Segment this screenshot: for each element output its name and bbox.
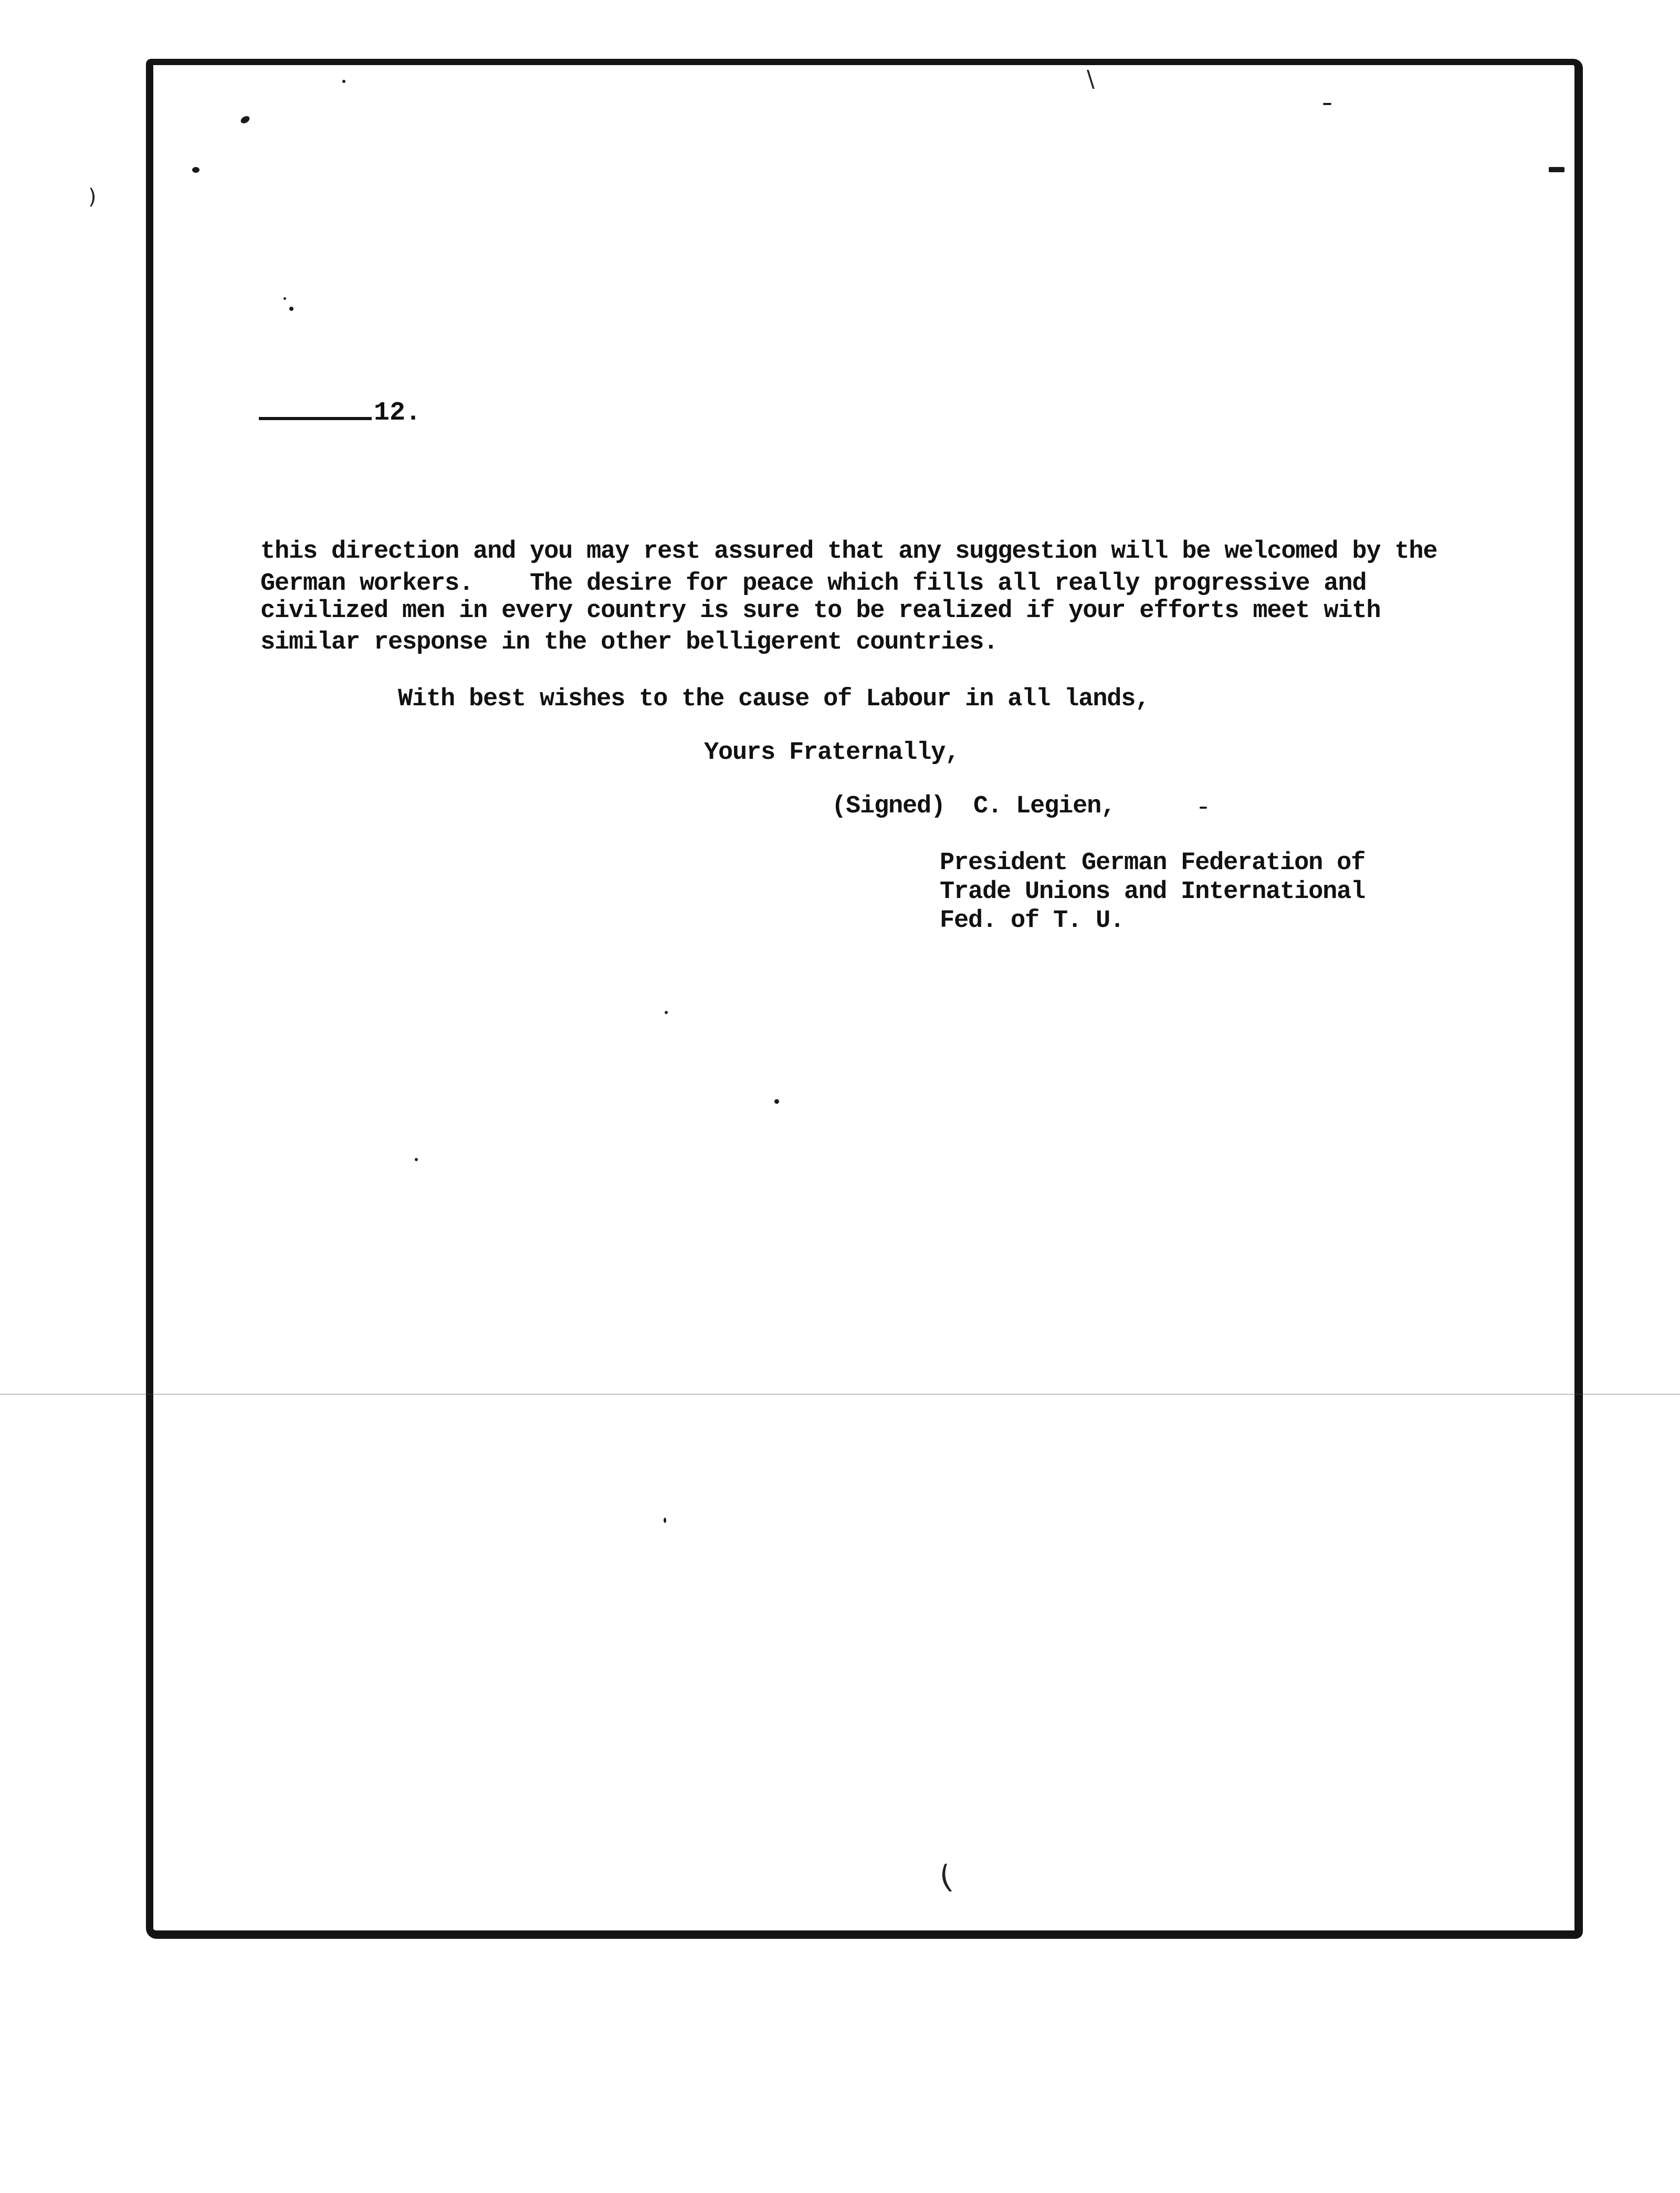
margin-mark: ) — [88, 185, 97, 209]
signatory-title-line: President German Federation of — [940, 849, 1366, 877]
ink-speck — [192, 167, 200, 173]
body-line: similar response in the other belligerent countries. — [260, 629, 998, 656]
body-line: this direction and you may rest assured that any suggestion will be welcomed by the — [260, 538, 1437, 566]
signature-line: (Signed) C. Legien, — [832, 792, 1116, 820]
fold-crease — [0, 1394, 1680, 1395]
ink-speck — [665, 1011, 668, 1014]
body-line: civilized men in every country is sure to be realized if your efforts meet with — [260, 597, 1381, 625]
ink-speck — [1323, 103, 1331, 105]
ink-speck — [289, 307, 293, 311]
closing-wish: With best wishes to the cause of Labour in all lands, — [398, 685, 1150, 713]
signatory-title-line: Trade Unions and International — [940, 878, 1366, 906]
body-line: German workers. The desire for peace which fills all really progressive and — [260, 570, 1367, 598]
ink-speck — [415, 1158, 418, 1161]
ink-speck — [342, 80, 345, 83]
ink-speck — [774, 1099, 779, 1104]
ink-speck — [1549, 167, 1564, 172]
letter-sheet — [146, 59, 1583, 1939]
page-number-marker — [259, 400, 421, 426]
valediction: Yours Fraternally, — [704, 739, 960, 767]
crease-mark: ( — [937, 1858, 956, 1897]
page-number-dash — [259, 417, 372, 420]
ink-speck — [1200, 807, 1207, 809]
ink-speck — [664, 1518, 666, 1523]
ink-speck — [284, 297, 286, 300]
crease-mark: \ — [1087, 66, 1095, 92]
page-number: 12. — [374, 398, 422, 428]
signatory-title-line: Fed. of T. U. — [940, 907, 1125, 935]
